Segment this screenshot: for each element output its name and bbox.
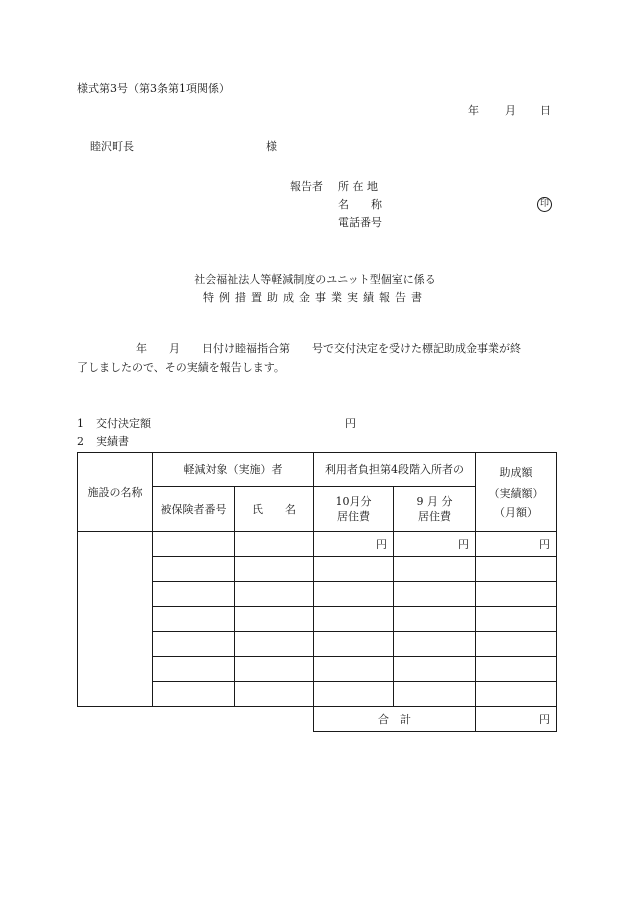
october-amount-cell[interactable] <box>314 582 394 607</box>
name-cell[interactable] <box>235 607 314 632</box>
subsidy-header-line2: （実績額） <box>488 486 544 500</box>
october-amount-cell[interactable] <box>314 632 394 657</box>
october-header-line1: 10月分 <box>335 495 372 508</box>
item1-number: 1 <box>77 417 84 430</box>
october-amount-cell[interactable] <box>314 557 394 582</box>
insured-number-cell[interactable] <box>153 582 235 607</box>
subsidy-header-line3: （月額） <box>494 505 538 519</box>
form-label: 様式第3号（第3条第1項関係） <box>77 82 230 95</box>
reduction-target-header: 軽減対象（実施）者 <box>153 453 314 487</box>
name-cell[interactable] <box>235 582 314 607</box>
body-line1: 年 月 日付け睦福指合第 号で交付決定を受けた標記助成金事業が終 <box>136 342 521 355</box>
item2-number: 2 <box>77 435 84 448</box>
reporter-name-label: 名 称 <box>338 198 382 211</box>
insured-number-cell[interactable] <box>153 557 235 582</box>
september-header-line1: 9 月 分 <box>416 495 453 508</box>
october-header-line2: 居住費 <box>337 510 370 523</box>
name-cell[interactable] <box>235 632 314 657</box>
subsidy-header-line1: 助成額 <box>499 465 533 479</box>
date-day-label: 日 <box>540 104 551 117</box>
reporter-address-label: 所 在 地 <box>338 180 378 193</box>
september-amount-cell[interactable] <box>394 682 476 707</box>
subsidy-header <box>476 453 557 532</box>
insured-number-header: 被保険者番号 <box>153 487 235 532</box>
october-amount-cell[interactable]: 円 <box>314 532 394 557</box>
insured-number-cell[interactable] <box>153 632 235 657</box>
facility-name-header: 施設の名称 <box>78 453 153 532</box>
user-burden-header: 利用者負担第4段階入所者の <box>314 453 476 487</box>
item1-label: 交付決定額 <box>96 417 151 430</box>
item2-label: 実績書 <box>96 435 129 448</box>
september-amount-cell[interactable] <box>394 632 476 657</box>
september-amount-cell[interactable] <box>394 657 476 682</box>
insured-number-cell[interactable] <box>153 532 235 557</box>
september-header-line2: 居住費 <box>418 510 451 523</box>
subsidy-amount-cell[interactable] <box>476 682 557 707</box>
report-title-line1: 社会福祉法人等軽減制度のユニット型個室に係る <box>194 273 436 286</box>
reporter-phone-label: 電話番号 <box>338 216 382 229</box>
september-amount-cell[interactable] <box>394 582 476 607</box>
october-amount-cell[interactable] <box>314 682 394 707</box>
report-title-line2: 特例措置助成金事業実績報告書 <box>203 291 427 304</box>
addressee-name: 睦沢町長 <box>90 140 134 153</box>
facility-name-cell[interactable] <box>78 532 153 707</box>
name-cell[interactable] <box>235 682 314 707</box>
october-header <box>314 487 394 532</box>
date-month-label: 月 <box>505 104 516 117</box>
subsidy-amount-cell[interactable]: 円 <box>476 532 557 557</box>
seal-mark: 印 <box>537 197 552 212</box>
october-amount-cell[interactable] <box>314 657 394 682</box>
total-amount-cell[interactable]: 円 <box>476 707 557 732</box>
september-amount-cell[interactable]: 円 <box>394 532 476 557</box>
october-amount-cell[interactable] <box>314 607 394 632</box>
subsidy-amount-cell[interactable] <box>476 607 557 632</box>
insured-number-cell[interactable] <box>153 682 235 707</box>
subsidy-amount-cell[interactable] <box>476 582 557 607</box>
addressee-honorific: 様 <box>266 140 277 153</box>
date-year-label: 年 <box>468 104 479 117</box>
september-amount-cell[interactable] <box>394 557 476 582</box>
name-cell[interactable] <box>235 657 314 682</box>
reporter-label: 報告者 <box>290 180 323 193</box>
total-label: 合 計 <box>314 707 476 732</box>
september-amount-cell[interactable] <box>394 607 476 632</box>
body-line2: 了しましたので、その実績を報告します。 <box>77 361 285 374</box>
insured-number-cell[interactable] <box>153 657 235 682</box>
insured-number-cell[interactable] <box>153 607 235 632</box>
item1-unit: 円 <box>345 417 356 430</box>
september-header <box>394 487 476 532</box>
subsidy-amount-cell[interactable] <box>476 557 557 582</box>
subsidy-amount-cell[interactable] <box>476 632 557 657</box>
name-cell[interactable] <box>235 532 314 557</box>
name-cell[interactable] <box>235 557 314 582</box>
report-table <box>77 452 557 732</box>
subsidy-amount-cell[interactable] <box>476 657 557 682</box>
name-header: 氏 名 <box>235 487 314 532</box>
